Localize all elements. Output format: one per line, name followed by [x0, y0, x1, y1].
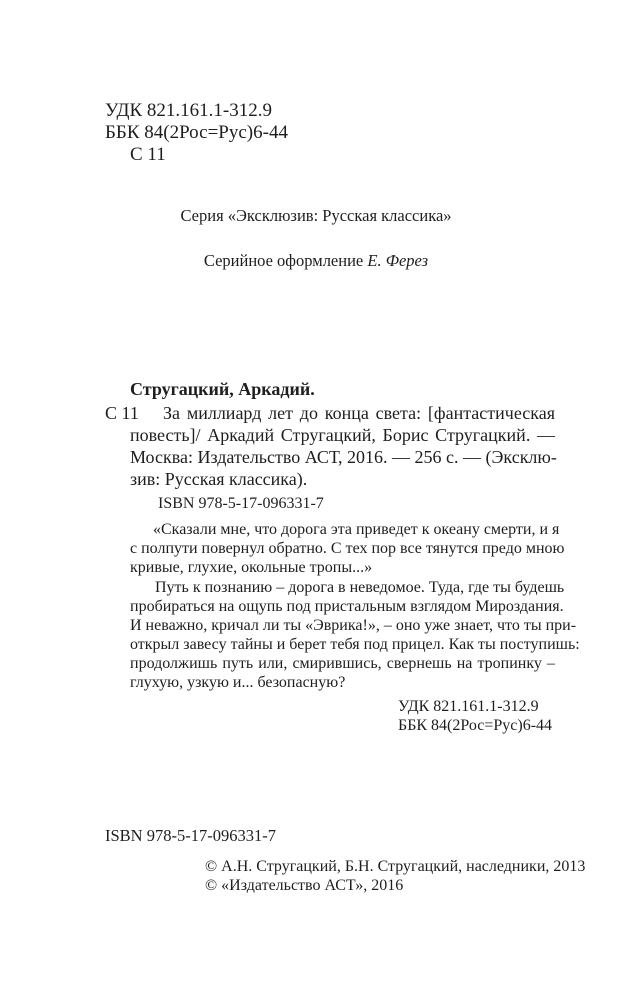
header-author-mark: С 11: [130, 144, 166, 165]
catalog-desc-line: повесть]/ Аркадий Стругацкий, Борис Стругацкий. —: [130, 425, 555, 445]
series-line: Серия «Эксклюзив: Русская классика»: [180, 206, 452, 225]
design-credit: [0, 251, 632, 271]
catalog-desc-line: За миллиард лет до конца света: [фантастическая: [163, 403, 555, 423]
quote-line: кривые, глухие, окольные тропы...»: [130, 559, 373, 576]
copyright-authors: © А.Н. Стругацкий, Б.Н. Стругацкий, наследники, 2013: [205, 858, 586, 875]
annotation-line: Путь к познанию – дорога в неведомое. Туда, где ты будешь: [155, 579, 565, 596]
copyright-publisher: © «Издательство АСТ», 2016: [205, 877, 404, 894]
header-bbk: ББК 84(2Рос=Рус)6-44: [105, 122, 288, 143]
quote-line: «Сказали мне, что дорога эта приведет к океану смерти, и я: [153, 521, 560, 538]
annotation-line: глухую, узкую и... безопасную?: [130, 674, 346, 691]
catalog-mark: С 11: [105, 403, 139, 423]
catalog-desc-line: Москва: Издательство АСТ, 2016. — 256 с. — (Эксклю-: [130, 447, 557, 467]
design-label: Серийное оформление: [203, 251, 368, 270]
annotation-line: продолжишь путь или, смирившись, свернешь на тропинку –: [130, 655, 555, 672]
header-udk: УДК 821.161.1-312.9: [105, 100, 272, 121]
footer-isbn: ISBN 978-5-17-096331-7: [105, 826, 276, 845]
annotation-line: пробираться на ощупь под пристальным взглядом Мироздания.: [130, 598, 564, 615]
quote-line: с полпути повернул обратно. С тех пор все тянутся предо мною: [130, 540, 565, 557]
designer-name: Е. Ферез: [367, 251, 429, 270]
catalog-udk: УДК 821.161.1-312.9: [398, 698, 539, 715]
annotation-line: открыл завесу тайны и берет тебя под прицел. Как ты поступишь:: [130, 636, 580, 653]
annotation-line: И неважно, кричал ли ты «Эврика!», – оно уже знает, что ты при-: [130, 617, 577, 634]
catalog-author: Стругацкий, Аркадий.: [130, 379, 315, 399]
catalog-isbn: ISBN 978-5-17-096331-7: [158, 495, 324, 512]
catalog-bbk: ББК 84(2Рос=Рус)6-44: [398, 717, 553, 734]
catalog-desc-line: зив: Русская классика).: [130, 469, 308, 489]
